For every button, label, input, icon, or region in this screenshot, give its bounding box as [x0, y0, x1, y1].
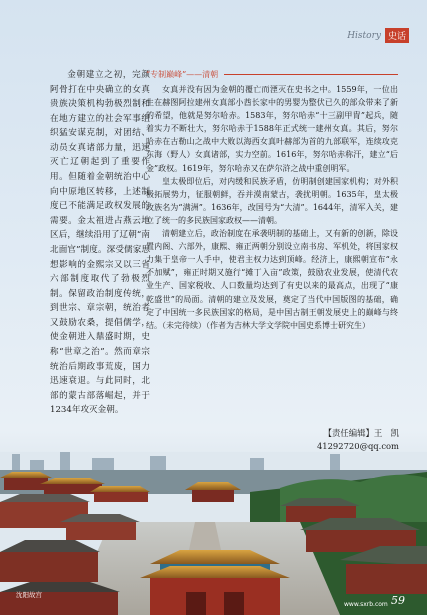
section-title: [146, 68, 398, 80]
paragraph: 皇太极即位后，对内缓和民族矛盾，仿明制创建国家机构；对外积极拓展势力，征服朝鲜，吞并漠南蒙古，袭扰明朝。1635年，皇太极改族名为“满洲”。1636年，改国号为“大清”。1644年，清军入关，建立了统一的多民族国家政权——清朝。: [146, 176, 398, 225]
section-title-text: “专制巅峰”——清朝: [146, 69, 219, 79]
section-label: History: [347, 30, 381, 41]
column-header: [347, 28, 409, 43]
paragraph: 女真并没有因为金朝的覆亡而湮灭在史书之中。1559年，一位出生在赫图阿拉建州女真部小酋长家中的男婴为整伏已久的部众带来了新的希望，他就是努尔哈赤。1583年，努尔哈赤“十三副甲胄”起兵，随着实力不断壮大，努尔哈赤于1588年正式统一建州女真。其后，努尔哈赤在古勒山之战中大败以海西女真叶赫部为首的九部联军，连续攻克东海（野人）女真诸部，实力空前。1616年，努尔哈赤称汗，建立“后金”政权。1619年，努尔哈赤又在萨尔浒之战中重创明军。: [146, 85, 398, 173]
page-number: 59: [391, 594, 405, 607]
editor-credit: [317, 427, 399, 453]
title-rule: [224, 74, 398, 75]
left-column-text: 金朝建立之初，完颜阿骨打在中央确立的女真贵族决策机构勃极烈制和在地方建立的社会军事组织猛安谋克制，对团结、动员女真诸部力量，迅速灭亡辽朝起到了重要作用。但随着金朝统治中心向中原地区转移，上述制度已不能满足政权发展的需要。金太祖进占燕云地区后，继续沿用了辽朝“南北面官”制度。深受儒家思想影响的金熙宗又以三省六部制度取代了勃极烈制。保留政治制度传统，到世宗、章宗朝，统治者又鼓励农桑，提倡儒学，使金朝进入鼎盛时期，史称“世章之治”。然而章宗统治后期政事荒废，国力迅速衰退。与此同时，北部的蒙古部落崛起，并于1234年攻灭金朝。: [50, 70, 150, 416]
website-watermark: www.sxrb.com: [344, 601, 388, 608]
right-column: [146, 68, 398, 332]
column-badge: 史话: [385, 28, 409, 43]
editor-email: 41292720@qq.com: [316, 441, 399, 451]
paragraph: 清朝建立后，政治制度在承袭明制的基础上，又有新的创新，除设置内阁、六部外，康熙、雍正两朝分别设立南书房、军机处，将国家权力集于皇帝一人手中，使君主权力达到顶峰。经济上，康熙朝宣布“永不加赋”，雍正时期又施行“摊丁入亩”政策，鼓励农业发展，使清代农业生产、国家税收、人口数量均达到了有史以来的最高点，出现了“康乾盛世”的局面。清朝的建立及发展，奠定了当代中国版图的基础，确定了中国统一多民族国家的格局，是中国古制王朝发展史上的巅峰与终结。（未完待续）（作者为吉林大学文学院中国史系博士研究生）: [146, 229, 398, 330]
editor-label: 【责任编辑】王 凯: [323, 428, 399, 438]
palace-photo: [0, 452, 427, 615]
photo-caption: 沈阳故宫: [16, 591, 42, 599]
